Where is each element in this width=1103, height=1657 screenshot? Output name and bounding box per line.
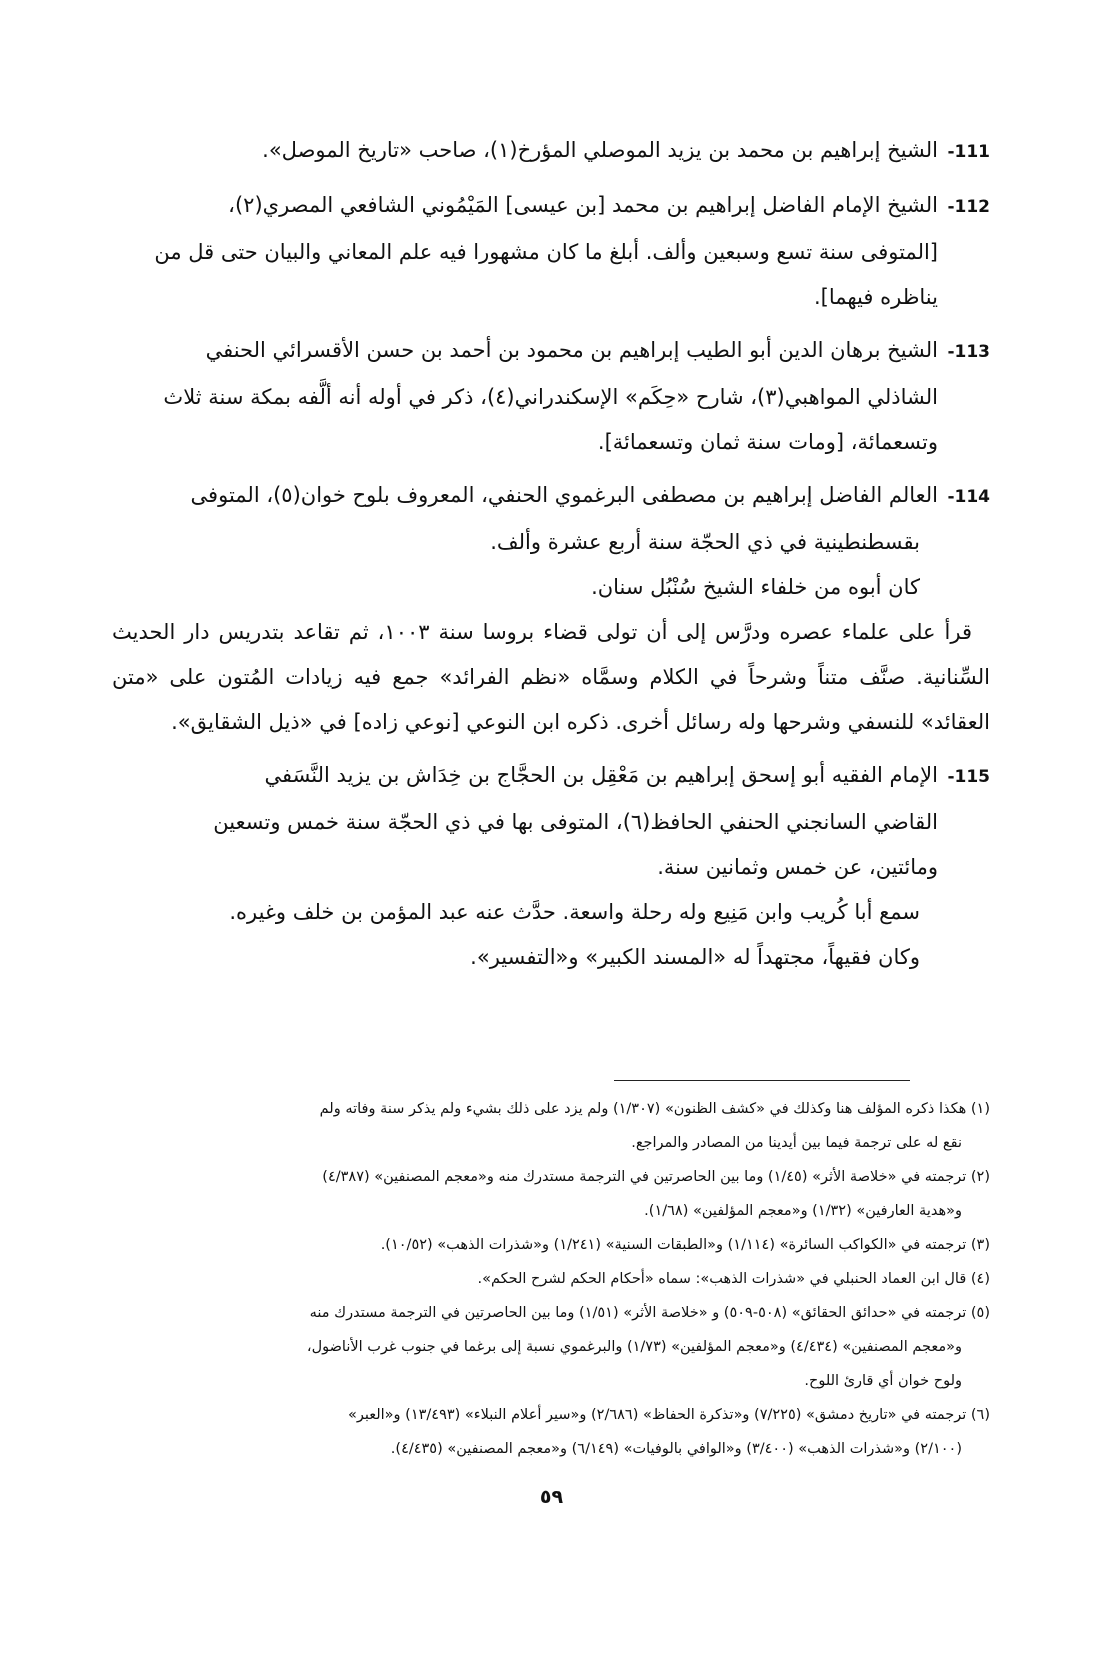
entry-text-line: كان أبوه من خلفاء الشيخ سُنْبُل سنان. (591, 575, 920, 599)
entry-text-line: الشاذلي المواهبي(٣)، شارح «حِكَم» الإسكندراني(٤)، ذكر في أوله أنه ألَّفه بمكة سنة ثلاث (163, 385, 938, 409)
entry-text: الإمام الفقيه أبو إسحق إبراهيم بن مَعْقِل بن الحجَّاج بن خِدَاش بن يزيد النَّسَفي (264, 763, 938, 787)
footnote-line: (٦) ترجمته في «تاريخ دمشق» (٧/٢٢٥) و«تذكرة الحفاظ» (٢/٦٨٦) و«سير أعلام النبلاء» (١٣/٤٩٣) و«العبر» (347, 1407, 990, 1423)
entry-text-line: وكان فقيهاً، مجتهداً له «المسند الكبير» و«التفسير». (470, 945, 920, 969)
entry-number: -115 (947, 767, 990, 787)
entry-heading (112, 473, 990, 520)
entry-115 (112, 753, 990, 980)
footnotes (112, 1092, 990, 1466)
entry-113 (112, 328, 990, 465)
footnote-line: و«معجم المصنفين» (٤/٤٣٤) و«معجم المؤلفين» (١/٧٣) والبرغموي نسبة إلى برغما في جنوب غرب الأناضول، (306, 1339, 962, 1355)
entry-heading (112, 328, 990, 375)
entry-text: الشيخ إبراهيم بن محمد بن يزيد الموصلي المؤرخ(١)، صاحب «تاريخ الموصل». (262, 138, 938, 162)
entry-heading (112, 128, 990, 175)
footnote-line: (٤) قال ابن العماد الحنبلي في «شذرات الذهب»: سماه «أحكام الحكم لشرح الحكم». (477, 1271, 990, 1287)
entry-number: -113 (947, 342, 990, 362)
footnote-line: (١) هكذا ذكره المؤلف هنا وكذلك في «كشف الظنون» (١/٣٠٧) ولم يزد على ذلك بشيء ولم يذكر سنة وفاته ولم (319, 1101, 990, 1117)
entry-114 (112, 473, 990, 745)
entry-heading (112, 753, 990, 800)
footnote-line: (٢/١٠٠) و«شذرات الذهب» (٣/٤٠٠) و«الوافي بالوفيات» (٦/١٤٩) و«معجم المصنفين» (٤/٤٣٥). (390, 1441, 962, 1457)
entry-text-line: القاضي السانجني الحنفي الحافظ(٦)، المتوفى بها في ذي الحجّة سنة خمس وتسعين (213, 810, 938, 834)
footnote-line: نقع له على ترجمة فيما بين أيدينا من المصادر والمراجع. (631, 1135, 962, 1151)
entry-111 (112, 128, 990, 175)
entry-text-line: بقسطنطينية في ذي الحجّة سنة أربع عشرة وألف. (490, 530, 920, 554)
entry-112 (112, 183, 990, 320)
entry-text: العالم الفاضل إبراهيم بن مصطفى البرغموي الحنفي، المعروف بلوح خوان(٥)، المتوفى (190, 483, 938, 507)
footnote-divider (614, 1080, 910, 1081)
entry-number: -114 (947, 487, 990, 507)
entry-text-line: يناظره فيهما]. (813, 285, 938, 309)
footnote-line: (٥) ترجمته في «حدائق الحقائق» (٥٠٨-٥٠٩) و «خلاصة الأثر» (١/٥١) وما بين الحاصرتين في الترجمة مستدرك منه (309, 1305, 990, 1321)
footnote-line: (٢) ترجمته في «خلاصة الأثر» (١/٤٥) وما بين الحاصرتين في الترجمة مستدرك منه و«معجم المصنفين» (٤/٣٨٧) (322, 1169, 990, 1185)
footnote-line: ولوح خوان أي قارئ اللوح. (804, 1373, 962, 1389)
biography-entries (112, 128, 990, 988)
entry-text-line: [المتوفى سنة تسع وسبعين وألف. أبلغ ما كان مشهورا فيه علم المعاني والبيان حتى قل من (154, 240, 938, 264)
entry-text-line: وتسعمائة، [ومات سنة ثمان وتسعمائة]. (597, 430, 938, 454)
entry-number: -111 (947, 142, 990, 162)
entry-text-line: سمع أبا كُريب وابن مَنِيع وله رحلة واسعة. حدَّث عنه عبد المؤمن بن خلف وغيره. (229, 900, 920, 924)
entry-text: الشيخ برهان الدين أبو الطيب إبراهيم بن محمود بن أحمد بن حسن الأقسرائي الحنفي (205, 338, 938, 362)
page-number: ٥٩ (539, 1486, 564, 1508)
footnote-line: و«هدية العارفين» (١/٣٢) و«معجم المؤلفين» (١/٦٨). (644, 1203, 962, 1219)
footnote-line: (٣) ترجمته في «الكواكب السائرة» (١/١١٤) و«الطبقات السنية» (١/٢٤١) و«شذرات الذهب» (١٠/٥٢). (380, 1237, 990, 1253)
entry-text: الشيخ الإمام الفاضل إبراهيم بن محمد [بن عيسى] المَيْمُوني الشافعي المصري(٢)، (228, 193, 938, 217)
entry-heading (112, 183, 990, 230)
entry-text-line: ومائتين، عن خمس وثمانين سنة. (657, 855, 938, 879)
entry-number: -112 (947, 197, 990, 217)
entry-paragraph: قرأ على علماء عصره ودرَّس إلى أن تولى قضاء بروسا سنة ١٠٠٣، ثم تقاعد بتدريس دار الحديث السِّنانية. صنَّف متناً وشرحاً في الكلام وسمَّاه «نظم الفرائد» جمع فيه زيادات المُتون على «متن العقائد» للنسفي وشرحها وله رسائل أخرى. ذكره ابن النوعي [نوعي زاده] في «ذيل الشقايق». (112, 620, 990, 734)
